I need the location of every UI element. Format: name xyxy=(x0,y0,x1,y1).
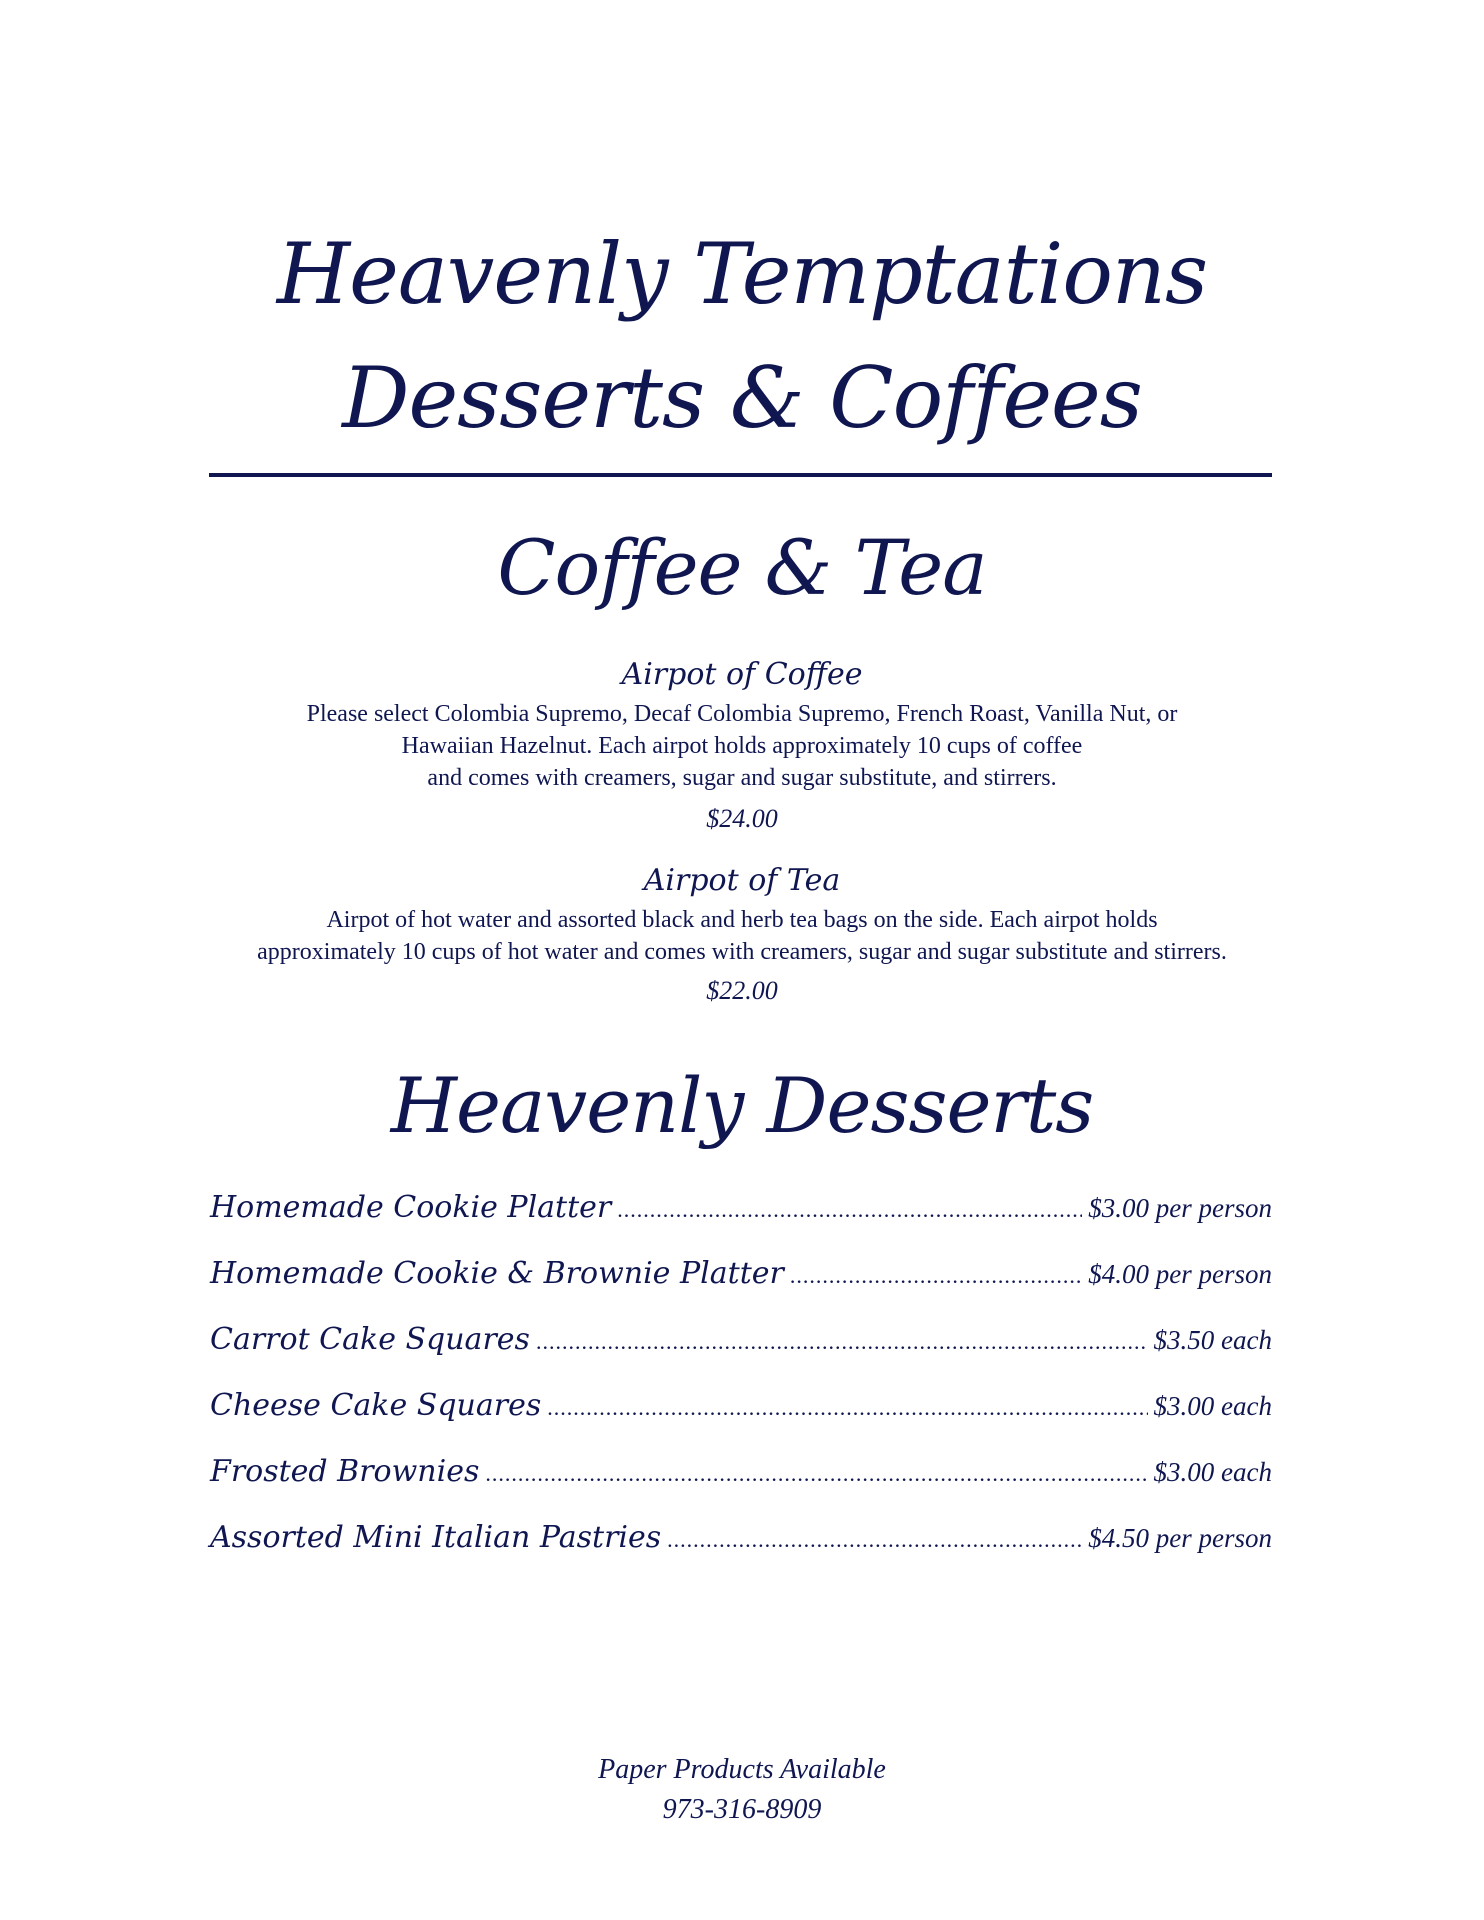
footer-note: Paper Products Available xyxy=(598,1754,886,1785)
tea-item-description xyxy=(0,904,1484,968)
list-item xyxy=(210,1388,1272,1454)
dessert-price: $3.00 each xyxy=(1153,1457,1272,1487)
coffee-item-title: Airpot of Coffee xyxy=(621,657,863,692)
coffee-item-price: $24.00 xyxy=(706,804,778,833)
desserts-heading: Heavenly Desserts xyxy=(390,1061,1094,1150)
description-line: Airpot of hot water and assorted black and herb tea bags on the side. Each airpot holds xyxy=(326,907,1158,933)
dot-leader xyxy=(617,1197,1082,1223)
dessert-price: $4.00 per person xyxy=(1088,1259,1272,1289)
dot-leader xyxy=(485,1461,1147,1487)
list-item xyxy=(210,1322,1272,1388)
dot-leader xyxy=(547,1395,1147,1421)
description-line: and comes with creamers, sugar and sugar substitute, and stirrers. xyxy=(427,765,1057,791)
dessert-list xyxy=(210,1190,1272,1586)
dessert-name: Homemade Cookie Platter xyxy=(210,1190,612,1225)
dot-leader xyxy=(790,1263,1082,1289)
list-item xyxy=(210,1520,1272,1586)
description-line: Hawaiian Hazelnut. Each airpot holds approximately 10 cups of coffee xyxy=(401,733,1083,759)
dessert-price: $3.00 each xyxy=(1153,1391,1272,1421)
dessert-price: $3.00 per person xyxy=(1088,1193,1272,1223)
dessert-name: Homemade Cookie & Brownie Platter xyxy=(210,1256,784,1291)
dessert-price: $4.50 per person xyxy=(1088,1523,1272,1553)
title-divider xyxy=(209,473,1272,477)
coffee-tea-heading: Coffee & Tea xyxy=(497,523,987,612)
description-line: approximately 10 cups of hot water and comes with creamers, sugar and sugar substitute and stirrers. xyxy=(257,939,1227,965)
dot-leader xyxy=(536,1329,1148,1355)
list-item xyxy=(210,1256,1272,1322)
coffee-item-description xyxy=(0,698,1484,794)
page-title-line2: Desserts & Coffees xyxy=(342,349,1142,447)
dessert-name: Carrot Cake Squares xyxy=(210,1322,530,1357)
tea-item-price: $22.00 xyxy=(706,976,778,1005)
dessert-name: Cheese Cake Squares xyxy=(210,1388,542,1423)
tea-item-title: Airpot of Tea xyxy=(643,863,841,898)
page-title-line1: Heavenly Temptations xyxy=(276,225,1208,323)
list-item xyxy=(210,1190,1272,1256)
description-line: Please select Colombia Supremo, Decaf Colombia Supremo, French Roast, Vanilla Nut, or xyxy=(306,701,1178,727)
dot-leader xyxy=(667,1527,1082,1553)
dessert-price: $3.50 each xyxy=(1153,1325,1272,1355)
list-item xyxy=(210,1454,1272,1520)
footer-phone: 973-316-8909 xyxy=(662,1794,822,1825)
dessert-name: Assorted Mini Italian Pastries xyxy=(210,1520,662,1555)
dessert-name: Frosted Brownies xyxy=(210,1454,480,1489)
